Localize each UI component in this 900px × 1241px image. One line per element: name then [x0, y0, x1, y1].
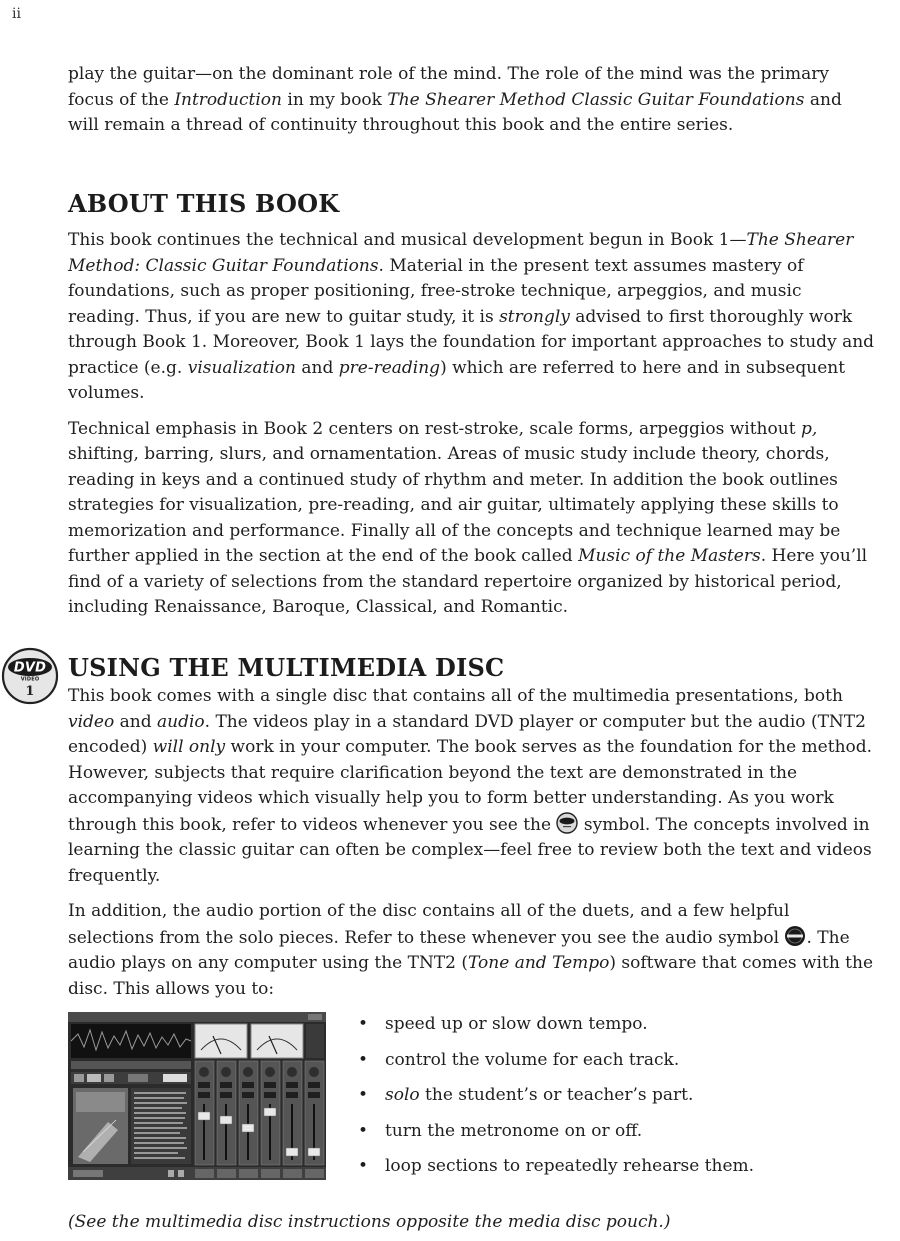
multimedia-heading: [13, 652, 878, 699]
dvd-badge-label: DVD: [13, 660, 47, 675]
dvd-inline-icon: [556, 812, 578, 834]
multimedia-paragraph-2: In addition, the audio portion of the disc contains all of the duets, and a few helpful selections from the solo pieces. Refer to these whenever you see the audio symbol . The audio plays on any computer using the TNT2 (Tone and Tempo) software that comes with the disc. This allows you to:: [68, 901, 874, 999]
dvd-badge-sub: VIDEO: [20, 676, 40, 682]
tnt-figure-row: [68, 1012, 878, 1182]
about-heading: ABOUT THIS BOOK: [68, 188, 340, 218]
tnt-feature-text: turn the metronome on or off.: [385, 1120, 643, 1141]
intro-paragraph: play the guitar—on the dominant role of the mind. The role of the mind was the primary focus of the Introduction in my book The Shearer Method Classic Guitar Foundations and will remain a thread of continuity throughout this book and the entire series.: [68, 64, 842, 135]
bullet-icon: •: [358, 1120, 369, 1141]
tnt-feature-list: [358, 1012, 754, 1190]
tnt-feature-text: solo the student’s or teacher’s part.: [385, 1085, 694, 1105]
tnt2-software-screenshot: [68, 1012, 326, 1180]
disc-instructions-caption: (See the multimedia disc instructions opposite the media disc pouch.): [68, 1212, 671, 1232]
tnt-feature-item: [358, 1119, 754, 1155]
tnt-feature-item: [358, 1012, 754, 1048]
page-content: [13, 62, 878, 1182]
multimedia-heading-text: USING THE MULTIMEDIA DISC: [68, 652, 505, 682]
dvd-badge-number: 1: [25, 683, 35, 699]
dvd-video-icon: [1, 647, 59, 705]
bullet-icon: •: [358, 1014, 369, 1034]
tnt-feature-text: control the volume for each track.: [385, 1049, 680, 1070]
tnt-feature-item: [358, 1154, 754, 1190]
multimedia-paragraph-1: This book comes with a single disc that contains all of the multimedia presentations, both video and audio. The videos play in a standard DVD player or computer but the audio (TNT2 encoded) will only work in your computer. The book serves as the foundation for the method. However, subjects that require clarification beyond the text are demonstrated in the accompanying videos which visually help you to form better understanding. As you work through this book, refer to videos whenever you see the symbol. The concepts involved in learning the classic guitar can often be complex—feel free to review both the text and videos frequently.: [68, 686, 873, 886]
tnt-feature-item: [358, 1048, 754, 1084]
bullet-icon: •: [358, 1156, 369, 1176]
about-paragraph-1: This book continues the technical and musical development begun in Book 1—The Shearer Method: Classic Guitar Foundations. Material in the present text assumes mastery of foundations, such as proper positioning, free-stroke technique, arpeggios, and music reading. Thus, if you are new to guitar study, it is strongly advised to first thoroughly work through Book 1. Moreover, Book 1 lays the foundation for important approaches to study and practice (e.g. visualization and pre-reading) which are referred to here and in subsequent volumes.: [68, 230, 875, 403]
audio-inline-icon: [784, 925, 806, 947]
tnt-feature-text: loop sections to repeatedly rehearse them.: [385, 1156, 755, 1176]
about-paragraph-2: Technical emphasis in Book 2 centers on rest-stroke, scale forms, arpeggios without p, shifting, barring, slurs, and ornamentation. Areas of music study include theory, chords, reading in keys and a continued study of rhythm and meter. In addition the book outlines strategies for visualization, pre-reading, and air guitar, ultimately applying these skills to memorization and performance. Finally all of the concepts and technique learned may be further applied in the section at the end of the book called Music of the Masters. Here you’ll find of a variety of selections from the standard repertoire organized by historical period, including Renaissance, Baroque, Classical, and Romantic.: [68, 418, 868, 617]
bullet-icon: •: [358, 1049, 369, 1070]
tnt-feature-text: speed up or slow down tempo.: [385, 1014, 648, 1034]
page-number: ii: [12, 6, 21, 22]
tnt-feature-item: [358, 1083, 754, 1119]
bullet-icon: •: [358, 1085, 369, 1105]
